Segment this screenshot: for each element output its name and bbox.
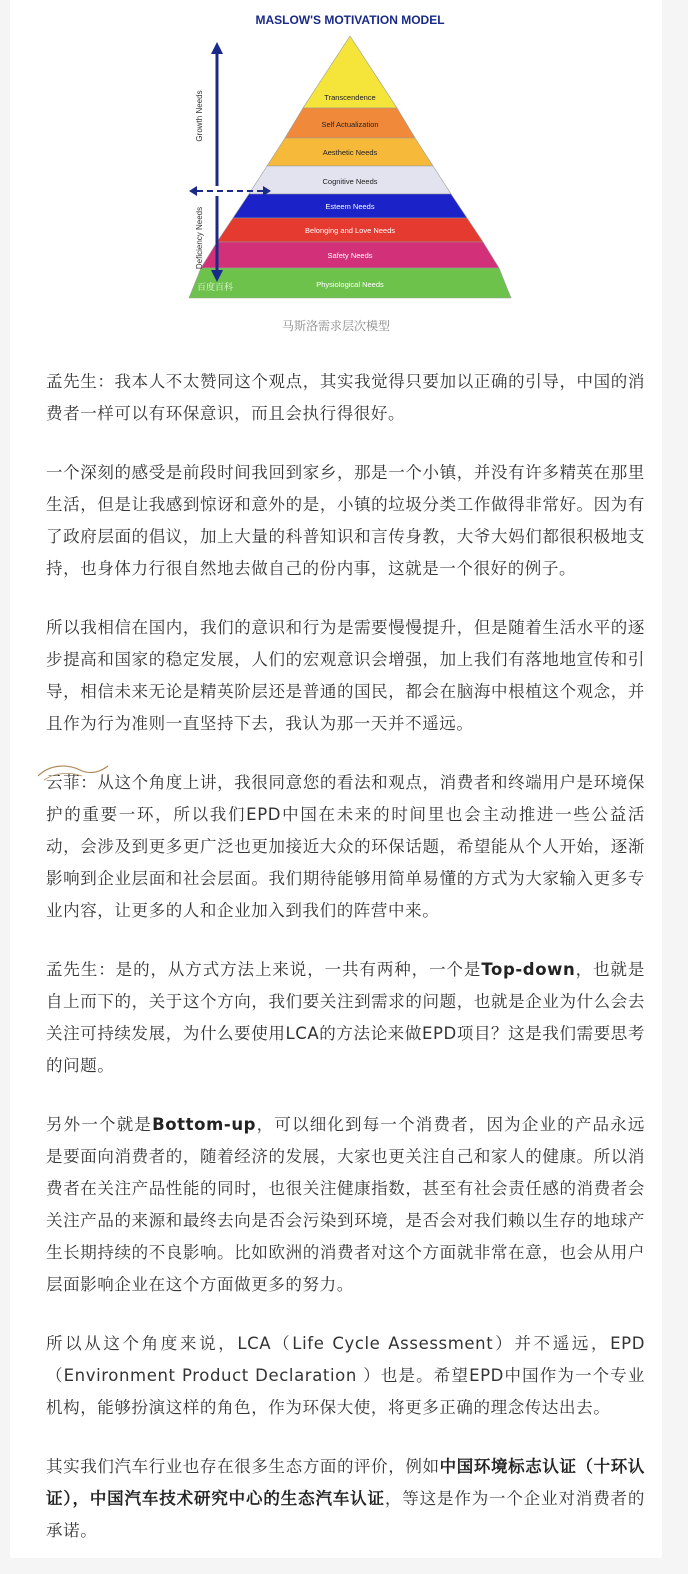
level-label-transcendence: Transcendence bbox=[324, 93, 376, 102]
watermark: 百度百科 bbox=[197, 283, 234, 293]
paragraph-3: 所以我相信在国内，我们的意识和行为是需要慢慢提升，但是随着生活水平的逐步提高和国家的稳定发展，人们的宏观意识会增强，加上我们有落地地宣传和引导，相信未来无论是精英阶层还是普通的国民，都会在脑海中根植这个观念，并且作为行为准则一直坚持下去，我认为那一天并不遥远。 bbox=[46, 618, 645, 733]
maslow-pyramid-diagram bbox=[175, 6, 525, 304]
paragraph-2: 一个深刻的感受是前段时间我回到家乡，那是一个小镇，并没有许多精英在那里生活，但是让我感到惊讶和意外的是，小镇的垃圾分类工作做得非常好。因为有了政府层面的倡议，加上大量的科普知识和言传身教，大爷大妈们都很积极地支持，也身体力行很自然地去做自己的份内事，这就是一个很好的例子。 bbox=[46, 463, 645, 578]
paragraph-1: 孟先生：我本人不太赞同这个观点，其实我觉得只要加以正确的引导，中国的消费者一样可以有环保意识，而且会执行得很好。 bbox=[46, 372, 645, 423]
paragraph-6 bbox=[46, 1109, 645, 1301]
paragraph-5 bbox=[46, 954, 645, 1082]
p6-text-before: 另外一个就是 bbox=[46, 1115, 153, 1134]
article-page bbox=[10, 0, 662, 1558]
p6-text-after: ，可以细化到每一个消费者，因为企业的产品永远是要面向消费者的，随着经济的发展，大家也更关注自己和家人的健康。所以消费者在关注产品性能的同时，也很关注健康指数，甚至有社会责任感的消费者会关注产品的来源和最终去向是否会污染到环境，是否会对我们赖以生存的地球产生长期持续的不良影响。比如欧洲的消费者对这个方面就非常在意，也会从用户层面影响企业在这个方面做更多的努力。 bbox=[46, 1115, 645, 1294]
p5-text-before: 孟先生：是的，从方式方法上来说，一共有两种，一个是 bbox=[46, 960, 482, 979]
level-label-belonging: Belonging and Love Needs bbox=[304, 226, 396, 235]
p6-bold-term: Bottom-up bbox=[152, 1115, 257, 1134]
p8-bold-term: 中国环境标志认证（十环认证），中国汽车技术研究中心的生态汽车认证 bbox=[46, 1457, 645, 1508]
paragraph-8 bbox=[46, 1451, 645, 1547]
level-label-cognitive: Cognitive Needs bbox=[322, 177, 378, 186]
p5-text-after: ，也就是自上而下的，关于这个方向，我们要关注到需求的问题，也就是企业为什么会去关注可持续发展，为什么要使用LCA的方法论来做EPD项目？这是我们需要思考的问题。 bbox=[46, 960, 645, 1075]
p8-text-after: ，等这是作为一个企业对消费者的承诺。 bbox=[46, 1489, 646, 1540]
level-label-physiological: Physiological Needs bbox=[316, 280, 384, 289]
growth-needs-label: Growth Needs bbox=[195, 90, 204, 142]
article-body bbox=[46, 366, 645, 1574]
p8-text-before: 其实我们汽车行业也存在很多生态方面的评价，例如 bbox=[46, 1457, 440, 1476]
figure-title: MASLOW'S MOTIVATION MODEL bbox=[255, 13, 445, 27]
figure-caption: 马斯洛需求层次模型 bbox=[281, 319, 390, 333]
paragraph-7: 所以从这个角度来说，LCA（Life Cycle Assessment）并不遥远，EPD（Environment Product Declaration ）也是。希望EPD中国作为一个专业机构，能够扮演这样的角色，作为环保大使，将更多正确的理念传达出去。 bbox=[46, 1334, 645, 1417]
deficiency-needs-label: Deficiency Needs bbox=[195, 206, 204, 270]
level-label-aesthetic: Aesthetic Needs bbox=[322, 148, 378, 157]
paragraph-4: 云菲：从这个角度上讲，我很同意您的看法和观点，消费者和终端用户是环境保护的重要一环，所以我们EPD中国在未来的时间里也会主动推进一些公益活动，会涉及到更多更广泛也更加接近大众的环保话题，希望能从个人开始，逐渐影响到企业层面和社会层面。我们期待能够用简单易懂的方式为大家输入更多专业内容，让更多的人和企业加入到我们的阵营中来。 bbox=[46, 773, 645, 920]
maslow-figure bbox=[175, 6, 525, 304]
p5-bold-term: Top-down bbox=[481, 960, 576, 979]
handwritten-swirl-decoration bbox=[34, 758, 114, 788]
level-label-safety: Safety Needs bbox=[327, 251, 373, 260]
level-label-esteem: Esteem Needs bbox=[325, 202, 375, 211]
level-label-self-actualization: Self Actualization bbox=[321, 120, 379, 129]
